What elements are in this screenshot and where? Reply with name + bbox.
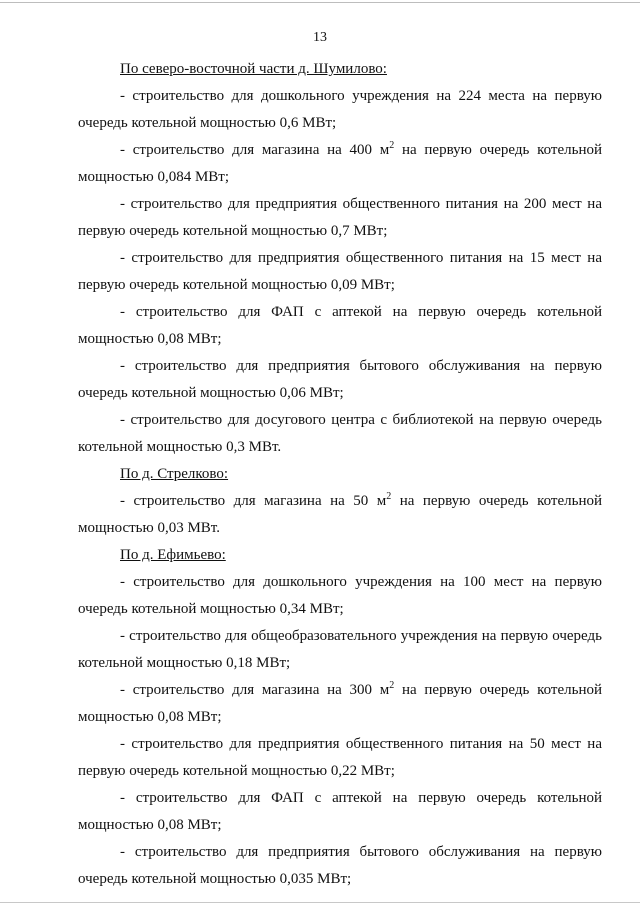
item-text-continued: на первую очередь котельной мощностью 0,084 МВт; [78,142,602,185]
item-text: - строительство для досугового центра с библиотекой на первую очередь котельной мощностью 0,3 МВт. [78,412,602,455]
list-item [78,407,602,461]
item-text: - строительство для магазина на 300 м [120,682,390,698]
item-text: - строительство для ФАП с аптекой на первую очередь котельной мощностью 0,08 МВт; [78,304,602,347]
item-text: - строительство для общеобразовательного учреждения на первую очередь котельной мощностью 0,18 МВт; [78,628,602,671]
item-text: - строительство для предприятия общественного питания на 15 мест на первую очередь котельной мощностью 0,09 МВт; [78,250,602,293]
list-item [78,353,602,407]
item-text: - строительство для предприятия общественного питания на 200 мест на первую очередь котельной мощностью 0,7 МВт; [78,196,602,239]
item-text-continued: на первую очередь котельной мощностью 0,03 МВт. [78,493,602,536]
item-text-continued: на первую очередь котельной мощностью 0,08 МВт; [78,682,602,725]
list-item [78,677,602,731]
page-number: 13 [313,30,327,45]
item-text: - строительство для предприятия бытового обслуживания на первую очередь котельной мощностью 0,06 МВт; [78,358,602,401]
item-text: - строительство для магазина на 400 м [120,142,390,158]
section-heading: По северо-восточной части д. Шумилово: [120,61,387,77]
item-text: - строительство для предприятия бытового обслуживания на первую очередь котельной мощностью 0,035 МВт; [78,844,602,887]
list-item [78,731,602,785]
document-body [78,56,602,893]
list-item [78,488,602,542]
section-heading: По д. Стрелково: [120,466,229,482]
section-heading: По д. Ефимьево: [120,547,226,563]
list-item [78,137,602,191]
item-text: - строительство для ФАП с аптекой на первую очередь котельной мощностью 0,08 МВт; [78,790,602,833]
item-text: - строительство для предприятия общественного питания на 50 мест на первую очередь котельной мощностью 0,22 МВт; [78,736,602,779]
list-item [78,569,602,623]
bottom-scan-line [0,902,640,903]
unit-exponent: 2 [386,491,392,502]
unit-exponent: 2 [389,680,395,691]
list-item [78,191,602,245]
unit-exponent: 2 [389,140,395,151]
top-scan-line [0,2,640,3]
list-item [78,83,602,137]
item-text: - строительство для магазина на 50 м [120,493,387,509]
list-item [78,785,602,839]
list-item [78,245,602,299]
list-item [78,839,602,893]
item-text: - строительство для дошкольного учреждения на 224 места на первую очередь котельной мощностью 0,6 МВт; [78,88,602,131]
list-item [78,299,602,353]
item-text: - строительство для дошкольного учреждения на 100 мест на первую очередь котельной мощностью 0,34 МВт; [78,574,602,617]
list-item [78,623,602,677]
